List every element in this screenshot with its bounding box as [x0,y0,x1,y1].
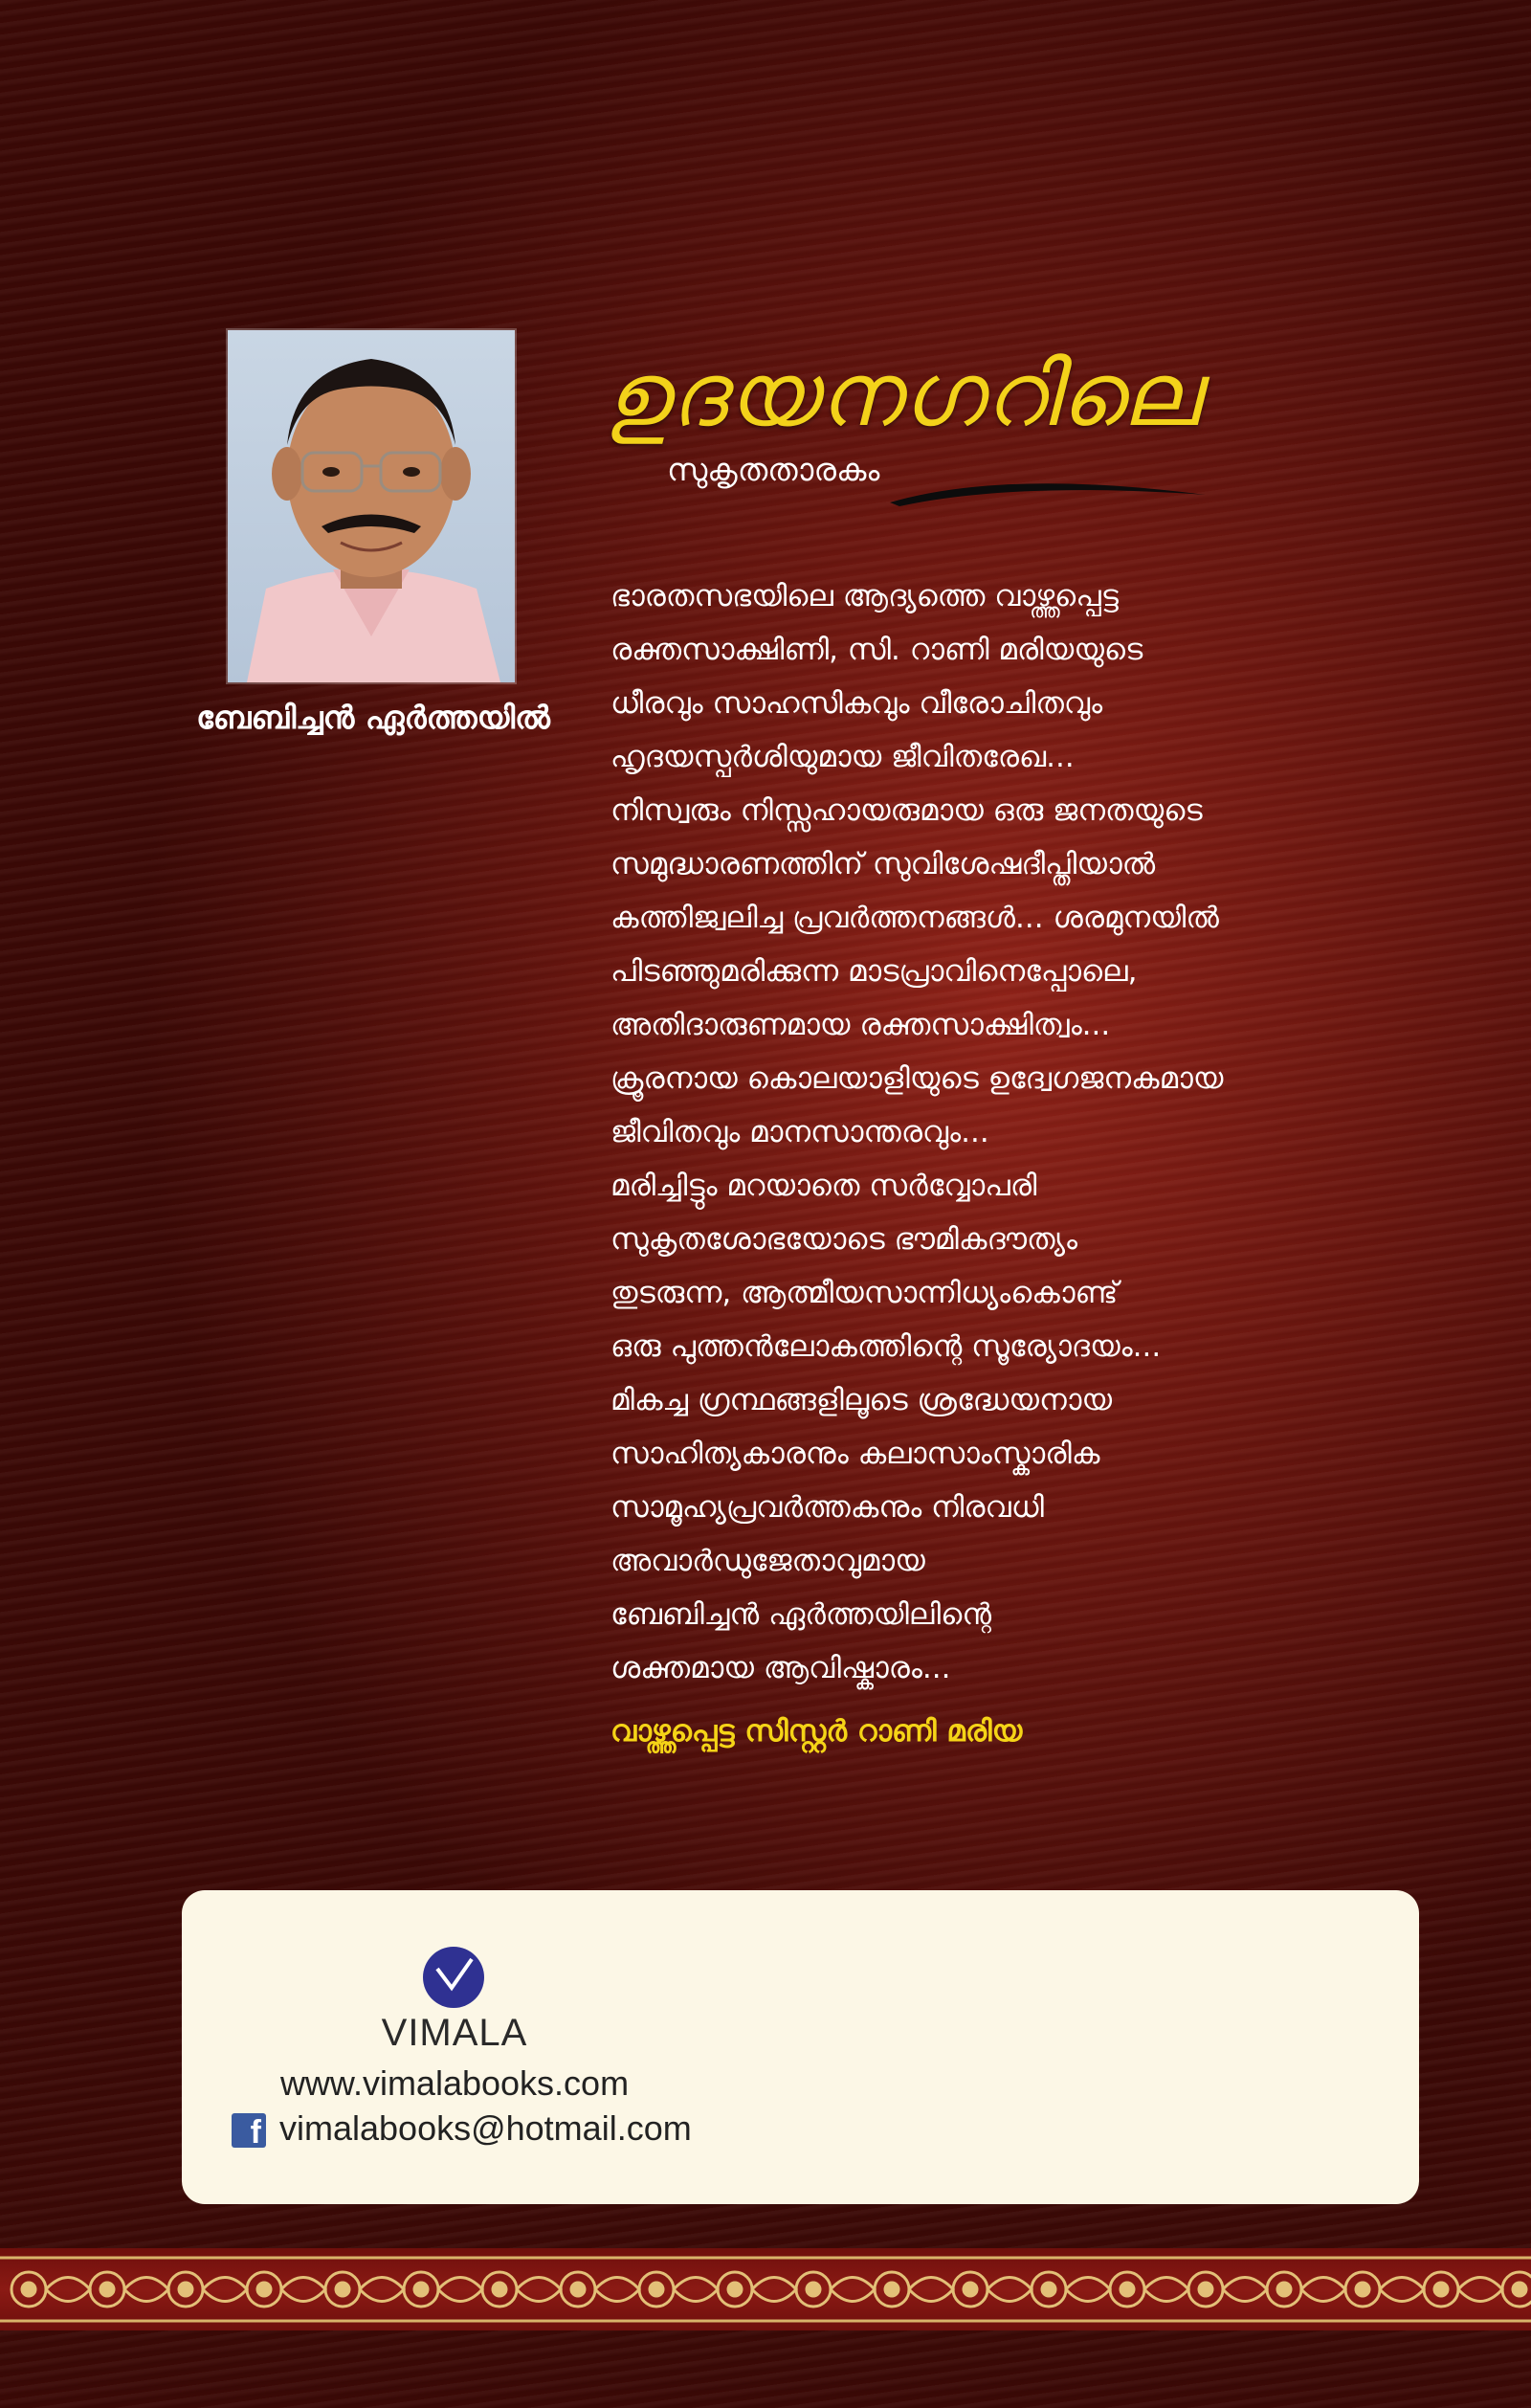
blurb-line: കത്തിജ്വലിച്ച പ്രവർത്തനങ്ങൾ... ശരമുനയിൽ [610,901,1219,935]
blurb-line: അതിദാരുണമായ രക്തസാക്ഷിത്വം... [610,1008,1111,1042]
blurb-line: സമുദ്ധാരണത്തിന് സുവിശേഷദീപ്തിയാൽ [610,847,1156,881]
decorative-floral-border [0,2248,1531,2330]
blurb-line: ജീവിതവും മാനസാന്തരവും... [610,1115,989,1149]
blurb-line: സാമൂഹ്യപ്രവർത്തകനും നിരവധി [610,1490,1044,1525]
blurb-line: പിടഞ്ഞുമരിക്കുന്ന മാടപ്രാവിനെപ്പോലെ, [610,954,1138,989]
blurb-line: ബേബിച്ചൻ ഏർത്തയിലിന്റെ [610,1597,992,1632]
highlight-line: വാഴ്ത്തപ്പെട്ട സിസ്റ്റർ റാണി മരിയ [610,1714,1023,1749]
blurb-line: ഭാരതസഭയിലെ ആദ്യത്തെ വാഴ്ത്തപ്പെട്ട [610,579,1119,613]
book-title: ഉദയനഗറിലെ [605,344,1200,446]
blurb-line: ക്രൂരനായ കൊലയാളിയുടെ ഉദ്വേഗജനകമായ [610,1061,1224,1096]
facebook-icon: f [232,2113,266,2148]
blurb-line: മരിച്ചിട്ടും മറയാതെ സർവ്വോപരി [610,1169,1037,1203]
blurb-line: ശക്തമായ ആവിഷ്കാരം... [610,1651,951,1685]
book-subtitle: സുകൃതതാരകം [667,451,880,488]
blurb-line: സുകൃതശോഭയോടെ ഭൗമികദൗത്യം [610,1222,1078,1257]
blurb-line: മികച്ച ഗ്രന്ഥങ്ങളിലൂടെ ശ്രദ്ധേയനായ [610,1383,1113,1417]
author-name: ബേബിച്ചൻ ഏർത്തയിൽ [196,699,550,736]
blurb-line: നിസ്വരും നിസ്സഹായരുമായ ഒരു ജനതയുടെ [610,793,1203,828]
blurb-line: ഒരു പുത്തൻലോകത്തിന്റെ സൂര്യോദയം... [610,1329,1162,1364]
publisher-name: VIMALA [381,2012,528,2054]
blurb-line: ധീരവും സാഹസികവും വീരോചിതവും [610,686,1103,721]
author-photo [228,330,515,682]
blurb-text [610,569,1338,1695]
blurb-line: അവാർഡുജേതാവുമായ [610,1544,925,1578]
blurb-line: സാഹിത്യകാരനും കലാസാംസ്കാരിക [610,1437,1100,1471]
publisher-email-link[interactable]: vimalabooks@hotmail.com [279,2108,692,2148]
publisher-logo-icon [422,1946,485,2009]
blurb-line: രക്തസാക്ഷിണി, സി. റാണി മരിയയുടെ [610,633,1143,667]
publisher-website-link[interactable]: www.vimalabooks.com [279,2063,630,2103]
blurb-line: ഹൃദയസ്പർശിയുമായ ജീവിതരേഖ... [610,740,1075,774]
blurb-line: തുടരുന്ന, ആത്മീയസാന്നിധ്യംകൊണ്ട് [610,1276,1119,1310]
title-swoosh-ornament [890,474,1206,512]
